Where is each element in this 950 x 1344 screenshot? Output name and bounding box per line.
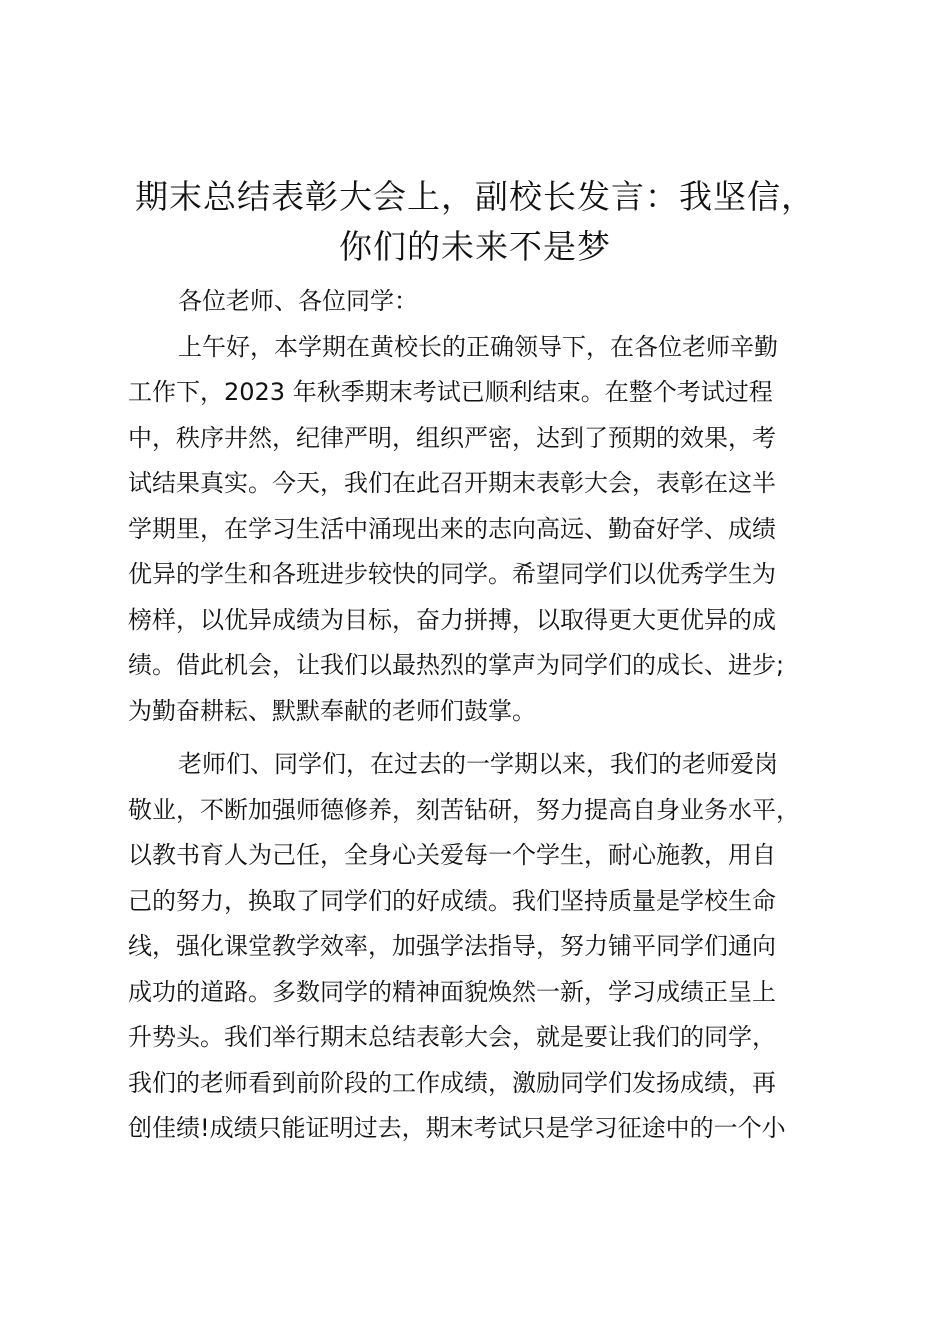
paragraph-2-line: 以教书育人为己任，全身心关爱每一个学生，耐心施教，用自 bbox=[128, 841, 776, 869]
paragraph-2-line: 创佳绩!成绩只能证明过去，期末考试只是学习征途中的一个小 bbox=[128, 1114, 786, 1142]
paragraph-1-line: 上午好，本学期在黄校长的正确领导下，在各位老师辛勤 bbox=[178, 332, 778, 361]
paragraph-1-line: 榜样，以优异成绩为目标，奋力拼搏，以取得更大更优异的成 bbox=[128, 605, 776, 634]
paragraph-1-line: 中，秩序井然，纪律严明，组织严密，达到了预期的效果，考 bbox=[128, 423, 776, 452]
title-line-1: 期末总结表彰大会上，副校长发言：我坚信， bbox=[135, 177, 815, 216]
title-line-2: 你们的未来不是梦 bbox=[339, 227, 611, 266]
paragraph-1-line: 为勤奋耕耘、默默奉献的老师们鼓掌。 bbox=[128, 696, 536, 725]
paragraph-1-line: 优异的学生和各班进步较快的同学。希望同学们以优秀学生为 bbox=[128, 560, 776, 588]
paragraph-1-line: 绩。借此机会，让我们以最热烈的掌声为同学们的成长、进步; bbox=[128, 651, 785, 679]
paragraph-2-line: 己的努力，换取了同学们的好成绩。我们坚持质量是学校生命 bbox=[128, 886, 776, 915]
paragraph-2-line: 成功的道路。多数同学的精神面貌焕然一新，学习成绩正呈上 bbox=[128, 977, 776, 1006]
paragraph-2-line: 升势头。我们举行期末总结表彰大会，就是要让我们的同学， bbox=[128, 1023, 776, 1051]
paragraph-1-line: 试结果真实。今天，我们在此召开期末表彰大会，表彰在这半 bbox=[128, 469, 776, 497]
paragraph-2 bbox=[128, 742, 838, 1152]
salutation: 各位老师、各位同学： bbox=[178, 287, 418, 315]
paragraph-1 bbox=[128, 325, 838, 735]
paragraph-2-line: 敬业，不断加强师德修养，刻苦钻研，努力提高自身业务水平， bbox=[128, 795, 800, 824]
paragraph-spacer bbox=[128, 734, 838, 742]
paragraph-2-line: 线，强化课堂教学效率，加强学法指导，努力铺平同学们通向 bbox=[128, 932, 776, 960]
paragraph-2-line: 我们的老师看到前阶段的工作成绩，激励同学们发扬成绩，再 bbox=[128, 1068, 776, 1097]
document-body bbox=[128, 279, 838, 1152]
paragraph-1-line: 学期里，在学习生活中涌现出来的志向高远、勤奋好学、成绩 bbox=[128, 514, 776, 543]
document-title bbox=[120, 172, 830, 272]
paragraph-1-line: 工作下，2023 年秋季期末考试已顺利结束。在整个考试过程 bbox=[128, 378, 773, 406]
paragraph-2-line: 老师们、同学们，在过去的一学期以来，我们的老师爱岗 bbox=[178, 750, 778, 778]
